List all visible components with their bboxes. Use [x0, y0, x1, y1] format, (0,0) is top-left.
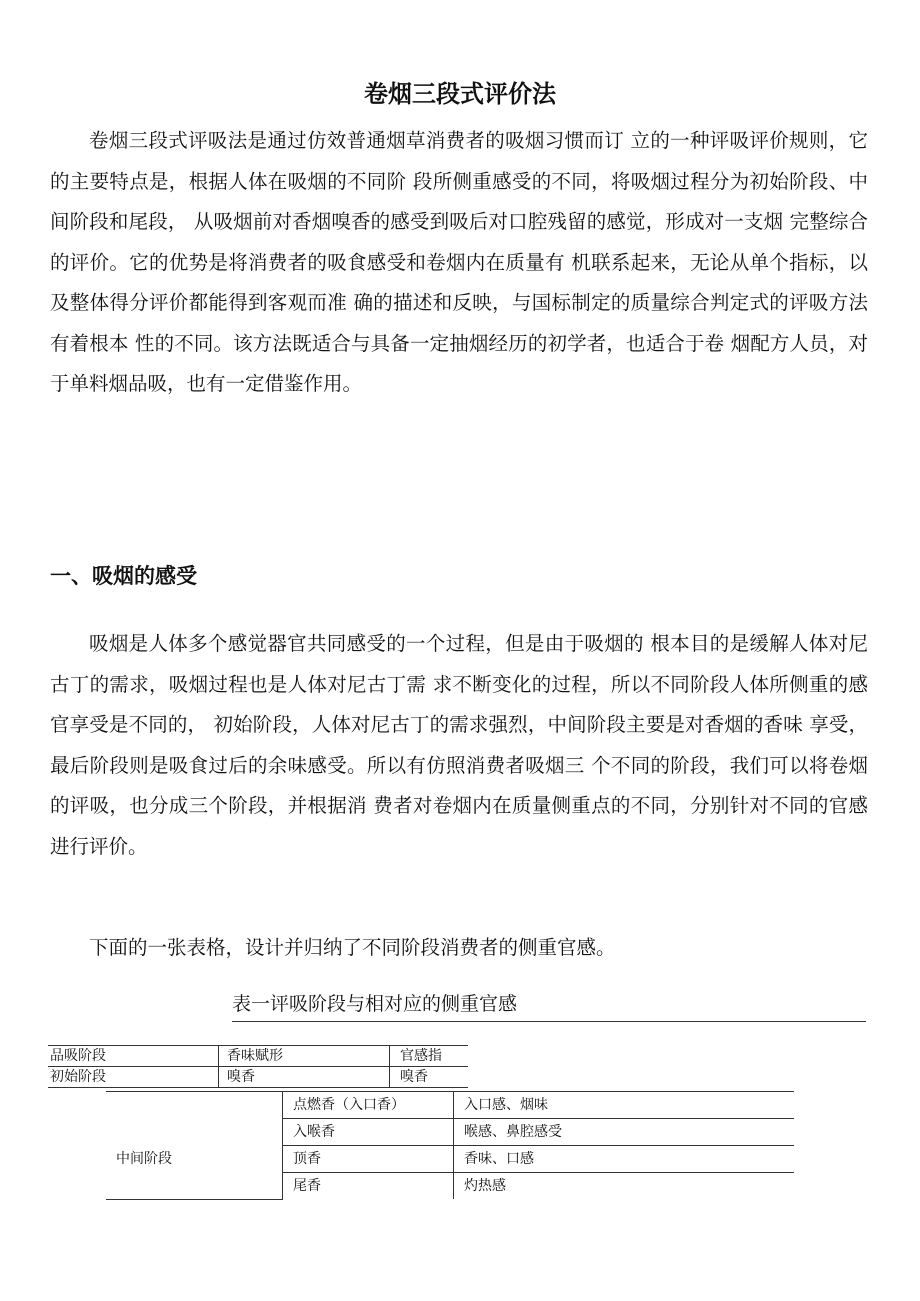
table-cell: 中间阶段 [116, 1151, 172, 1167]
table-row [106, 1146, 794, 1173]
table-cell: 嗅香 [219, 1067, 390, 1088]
table-cell: 入喉香 [283, 1119, 454, 1146]
table-row [48, 1067, 468, 1088]
table-row [106, 1092, 794, 1119]
table-cell: 香味、口感 [454, 1146, 795, 1173]
table-caption: 表一评吸阶段与相对应的侧重官感 [232, 993, 518, 1015]
table-middle-stage [106, 1091, 794, 1200]
table-cell: 初始阶段 [48, 1067, 219, 1088]
table-intro-paragraph: 下面的一张表格，设计并归纳了不同阶段消费者的侧重官感。 [89, 936, 616, 959]
table-cell: 品吸阶段 [48, 1046, 219, 1067]
table-cell: 官感指 [390, 1046, 469, 1067]
intro-paragraph: 卷烟三段式评吸法是通过仿效普通烟草消费者的吸烟习惯而订 立的一种评吸评价规则，它的主要特点是，根据人体在吸烟的不同阶 段所侧重感受的不同，将吸烟过程分为初始阶段、中间阶段和尾段， 从吸烟前对香烟嗅香的感受到吸后对口腔残留的感觉，形成对一支烟 完整综合的评价。它的优势是将消费者的吸食感受和卷烟内在质量有 机联系起来，无论从单个指标，以及整体得分评价都能得到客观而准 确的描述和反映，与国标制定的质量综合判定式的评吸方法有着根本 性的不同。该方法既适合与具备一定抽烟经历的初学者，也适合于卷 烟配方人员，对于单料烟品吸，也有一定借鉴作用。 [50, 129, 868, 395]
caption-rule [232, 1021, 866, 1022]
document-title: 卷烟三段式评价法 [364, 80, 556, 108]
table-cell: 尾香 [283, 1173, 454, 1200]
table-stage-header [48, 1045, 468, 1088]
table-cell: 嗅香 [390, 1067, 469, 1088]
section-heading: 一、吸烟的感受 [50, 564, 197, 588]
table-cell [106, 1119, 283, 1146]
table-row [106, 1119, 794, 1146]
table-cell [106, 1092, 283, 1119]
table-row [106, 1173, 794, 1200]
table-cell [106, 1173, 283, 1200]
table-cell: 入口感、烟味 [454, 1092, 795, 1119]
table-cell: 喉感、鼻腔感受 [454, 1119, 795, 1146]
table-cell: 点燃香（入口香） [283, 1092, 454, 1119]
table-cell: 灼热感 [454, 1173, 795, 1200]
section-paragraph: 吸烟是人体多个感觉器官共同感受的一个过程，但是由于吸烟的 根本目的是缓解人体对尼古丁的需求，吸烟过程也是人体对尼古丁需 求不断变化的过程，所以不同阶段人体所侧重的感官享受是不同的， 初始阶段，人体对尼古丁的需求强烈，中间阶段主要是对香烟的香味 享受，最后阶段则是吸食过后的余味感受。所以有仿照消费者吸烟三 个不同的阶段，我们可以将卷烟的评吸，也分成三个阶段，并根据消 费者对卷烟内在质量侧重点的不同，分别针对不同的官感进行评价。 [50, 632, 868, 858]
table-cell: 顶香 [283, 1146, 454, 1173]
table-cell: 香味赋形 [219, 1046, 390, 1067]
table-row [48, 1046, 468, 1067]
